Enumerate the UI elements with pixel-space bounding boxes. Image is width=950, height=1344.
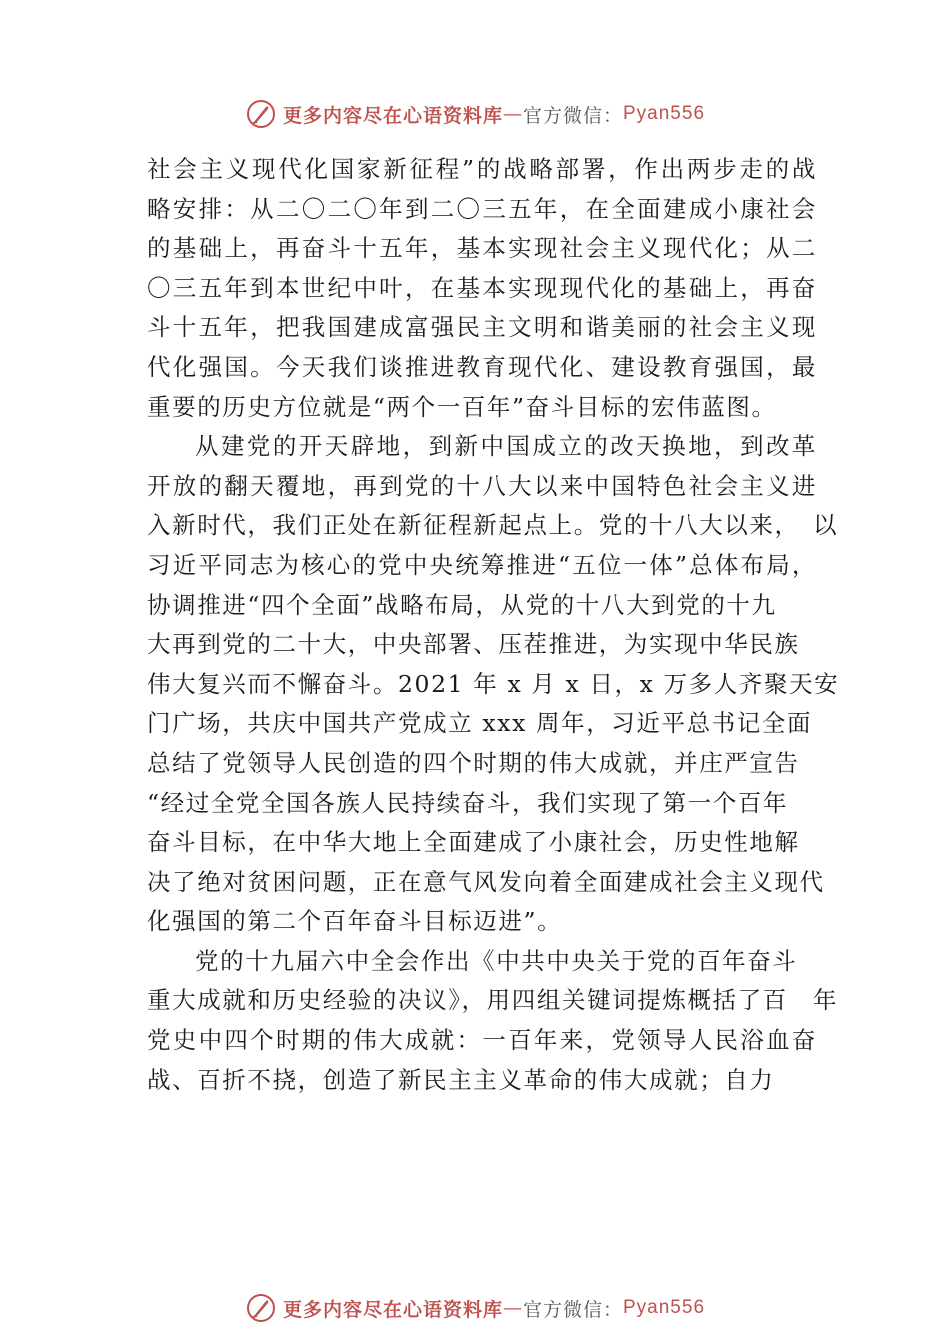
text-line: 战、百折不挠，创造了新民主主义革命的伟大成就；自力 xyxy=(147,1065,775,1094)
text-line: 从建党的开天辟地，到新中国成立的改天换地，到改革 xyxy=(195,432,817,461)
text-line: 奋斗目标，在中华大地上全面建成了小康社会，历史性地解 xyxy=(147,828,800,857)
text-line: 大再到党的二十大，中央部署、压茬推进，为实现中华民族 xyxy=(147,630,800,659)
header-banner xyxy=(0,94,950,134)
text-line: 重要的历史方位就是“两个一百年”奋斗目标的宏伟蓝图。 xyxy=(147,392,777,421)
text-line: 习近平同志为核心的党中央统筹推进“五位一体”总体布局， xyxy=(147,550,817,579)
banner-wechat-id: Pyan556 xyxy=(623,1297,706,1318)
banner-lead-text: 更多内容尽在心语资料库 xyxy=(282,104,503,127)
text-line: 伟大复兴而不懈奋斗。2021 年 x 月 x 日，x 万多人齐聚天安 xyxy=(147,669,840,698)
text-line: 社会主义现代化国家新征程”的战略部署，作出两步走的战 xyxy=(147,155,817,183)
text-line: 党的十九届六中全会作出《中共中央关于党的百年奋斗 xyxy=(195,946,798,975)
text-line: 代化强国。今天我们谈推进教育现代化、建设教育强国，最 xyxy=(147,352,817,381)
text-line: 斗十五年，把我国建成富强民主文明和谐美丽的社会主义现 xyxy=(147,313,817,342)
quill-logo-icon xyxy=(245,1292,277,1324)
text-line: 决了绝对贫困问题，正在意气风发向着全面建成社会主义现代 xyxy=(147,867,825,896)
document-body xyxy=(147,150,840,1100)
text-line: 党史中四个时期的伟大成就：一百年来，党领导人民浴血奋 xyxy=(147,1026,817,1055)
text-line: 略安排：从二〇二〇年到二〇三五年，在全面建成小康社会 xyxy=(147,194,817,223)
text-line: 〇三五年到本世纪中叶，在基本实现现代化的基础上，再奋 xyxy=(147,273,817,302)
text-line: 开放的翻天覆地，再到党的十八大以来中国特色社会主义进 xyxy=(147,471,817,500)
text-line: “经过全党全国各族人民持续奋斗，我们实现了第一个百年 xyxy=(147,788,789,817)
banner-label: 官方微信： xyxy=(522,104,623,127)
banner-lead-text: 更多内容尽在心语资料库 xyxy=(282,1298,503,1321)
banner-dash: — xyxy=(502,1297,523,1319)
banner-label: 官方微信： xyxy=(522,1298,623,1321)
text-line: 的基础上，再奋斗十五年，基本实现社会主义现代化；从二 xyxy=(147,234,817,263)
text-line: 总结了党领导人民创造的四个时期的伟大成就，并庄严宣告 xyxy=(147,748,800,777)
quill-logo-icon xyxy=(245,98,277,130)
banner-wechat-id: Pyan556 xyxy=(623,103,706,124)
banner-dash: — xyxy=(502,103,523,125)
text-line: 化强国的第二个百年奋斗目标迈进”。 xyxy=(147,907,563,936)
text-line: 门广场，共庆中国共产党成立 xxx 周年，习近平总书记全面 xyxy=(147,709,813,738)
text-line: 重大成就和历史经验的决议》，用四组关键词提炼概括了百 年 xyxy=(147,986,839,1015)
footer-banner xyxy=(0,1288,950,1328)
text-line: 协调推进“四个全面”战略布局，从党的十八大到党的十九 xyxy=(147,590,777,619)
text-line: 入新时代，我们正处在新征程新起点上。党的十八大以来， 以 xyxy=(147,511,839,540)
